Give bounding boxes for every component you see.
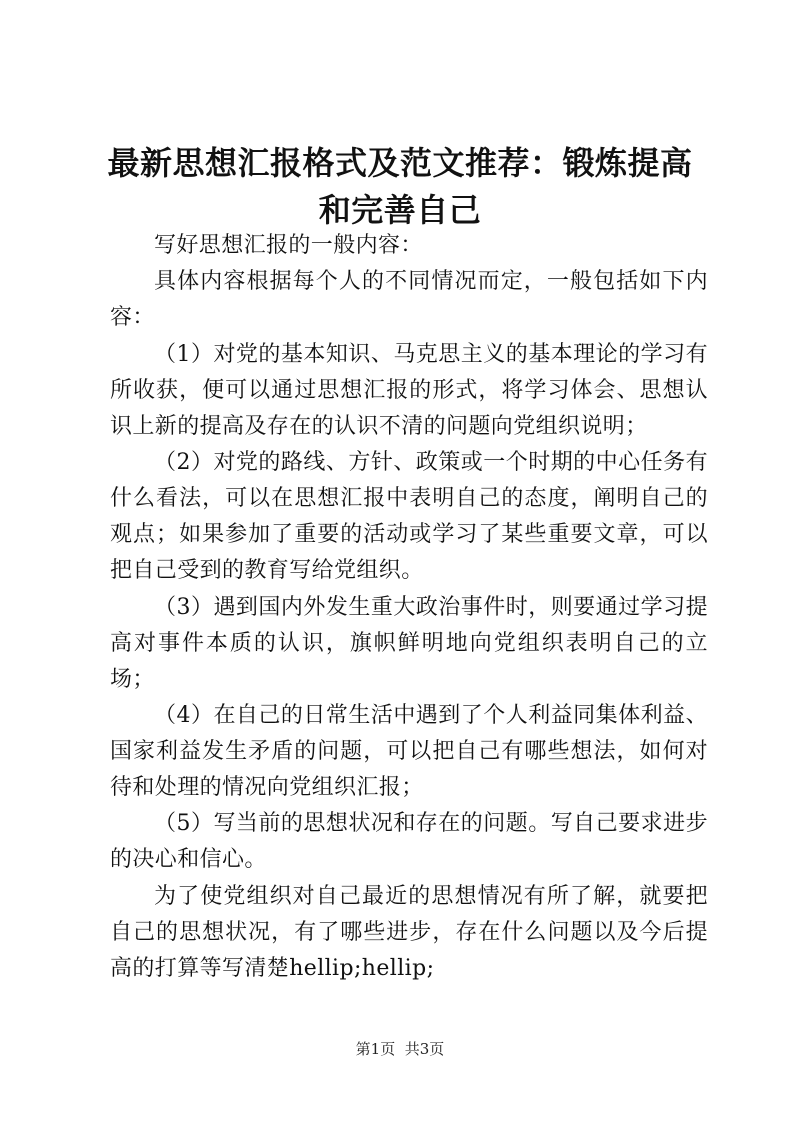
paragraph-closing: 为了使党组织对自己最近的思想情况有所了解，就要把自己的思想状况，有了哪些进步，存在什么问题以及今后提高的打算等写清楚hellip;hellip; [110, 883, 708, 981]
page-total: 共3页 [404, 1040, 445, 1058]
paragraph-item-5: （5）写当前的思想状况和存在的问题。写自己要求进步的决心和信心。 [110, 811, 708, 873]
page-number: 第1页 [355, 1040, 396, 1058]
paragraph-item-1: （1）对党的基本知识、马克思主义的基本理论的学习有所收获，便可以通过思想汇报的形式，将学习体会、思想认识上新的提高及存在的认识不清的问题向党组织说明； [110, 341, 708, 439]
page-footer [0, 1039, 800, 1059]
paragraph-item-4: （4）在自己的日常生活中遇到了个人利益同集体利益、国家利益发生矛盾的问题，可以把自己有哪些想法，如何对待和处理的情况向党组织汇报； [110, 702, 708, 800]
paragraph-item-2: （2）对党的路线、方针、政策或一个时期的中心任务有什么看法，可以在思想汇报中表明自己的态度，阐明自己的观点；如果参加了重要的活动或学习了某些重要文章，可以把自己受到的教育写给党组织。 [110, 450, 708, 584]
document-body [110, 228, 708, 987]
paragraph-item-3: （3）遇到国内外发生重大政治事件时，则要通过学习提高对事件本质的认识，旗帜鲜明地向党组织表明自己的立场； [110, 594, 708, 692]
document-title: 最新思想汇报格式及范文推荐：锻炼提高和完善自己 [107, 144, 693, 229]
paragraph-general-contents: 具体内容根据每个人的不同情况而定，一般包括如下内容： [110, 269, 708, 331]
paragraph-intro-heading: 写好思想汇报的一般内容： [154, 233, 423, 258]
